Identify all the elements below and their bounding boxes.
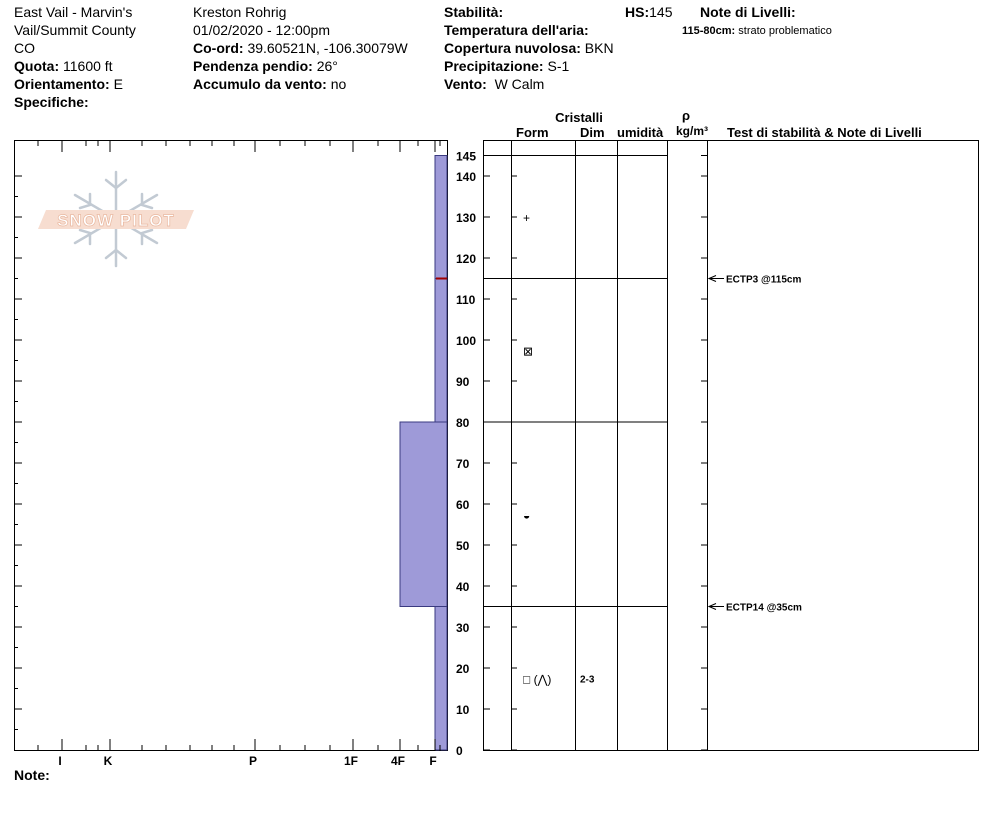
depth-label-60: 60: [456, 498, 470, 512]
grain-form-3: □ (⋀): [523, 672, 552, 687]
pendenza-label: Pendenza pendio:: [193, 58, 313, 74]
form-heading: Form: [516, 125, 549, 140]
accumulo-value: no: [330, 76, 347, 92]
grain-size-3: 2-3: [580, 674, 595, 686]
hscale-label-1F: 1F: [343, 754, 359, 768]
depth-label-100: 100: [456, 334, 477, 348]
stability-tests: [709, 275, 802, 614]
hscale-label-F: F: [429, 754, 437, 768]
orientation-value: E: [113, 76, 123, 92]
quota-label: Quota:: [14, 58, 60, 74]
orientation-label: Orientamento:: [14, 76, 110, 92]
accumulo-label: Accumulo da vento:: [193, 76, 327, 92]
depth-label-145: 145: [456, 149, 477, 164]
hardness-layers: [400, 156, 447, 751]
grain-form-1: ⊠: [523, 344, 534, 359]
vento-value: W Calm: [494, 76, 545, 92]
snowpilot-logo: [38, 172, 194, 266]
depth-label-50: 50: [456, 539, 470, 553]
hscale-label-I: I: [58, 754, 62, 768]
note-livelli-text: strato problematico: [738, 25, 832, 37]
precip-value: S-1: [547, 58, 570, 74]
hardness-scale-ticks: [38, 141, 440, 769]
quota-value: 11600 ft: [63, 58, 113, 74]
vento-label: Vento:: [444, 76, 487, 92]
location-line2: Vail/Summit County: [14, 22, 136, 38]
cristalli-heading: Cristalli: [555, 110, 603, 125]
copertura-label: Copertura nuvolosa:: [444, 40, 581, 56]
logo-text: SNOW PILOT: [57, 211, 175, 230]
depth-label-140: 140: [456, 170, 477, 184]
test-label-0: ECTP3 @115cm: [726, 274, 802, 286]
grain-forms: [523, 211, 595, 686]
hs-value: 145: [649, 4, 673, 20]
depth-label-110: 110: [456, 293, 476, 307]
hardness-depth-ticks: [15, 176, 23, 730]
depth-label-20: 20: [456, 662, 470, 676]
hardness-bar-2: [400, 422, 447, 607]
specifiche-label: Specifiche:: [14, 94, 89, 110]
test-label-1: ECTP14 @35cm: [726, 602, 802, 614]
grain-form-2: ◒: [523, 508, 531, 523]
depth-label-80: 80: [456, 416, 470, 430]
density-heading: kg/m³: [675, 124, 708, 138]
layers-frame: [484, 141, 979, 751]
hscale-label-K: K: [103, 754, 113, 768]
depth-label-120: 120: [456, 252, 477, 266]
observation-datetime: 01/02/2020 - 12:00pm: [193, 22, 330, 38]
depth-label-130: 130: [456, 211, 477, 225]
depth-label-10: 10: [456, 703, 470, 717]
hardness-bar-0: [435, 156, 447, 279]
note-livelli-label: Note di Livelli:: [700, 4, 796, 20]
stabilita-label: Stabilità:: [444, 4, 504, 20]
location-line1: East Vail - Marvin's: [14, 4, 133, 20]
dim-heading: Dim: [580, 125, 605, 140]
note-label: Note:: [14, 767, 50, 783]
umidita-heading: umidità: [617, 125, 664, 140]
depth-axis: [456, 150, 708, 759]
location-line3: CO: [14, 40, 35, 56]
pendenza-value: 26°: [316, 58, 338, 74]
coord-label: Co-ord:: [193, 40, 244, 56]
coord-value: 39.60521N, -106.30079W: [247, 40, 408, 56]
rho-heading: ρ: [681, 108, 691, 123]
depth-label-40: 40: [456, 580, 470, 594]
copertura-value: BKN: [584, 40, 614, 56]
hardness-bar-1: [435, 279, 447, 423]
temp-label: Temperatura dell'aria:: [444, 22, 589, 38]
hscale-label-4F: 4F: [390, 754, 406, 768]
depth-label-70: 70: [456, 457, 470, 471]
hscale-label-P: P: [248, 754, 258, 768]
hardness-frame: [15, 141, 448, 751]
observer-name: Kreston Rohrig: [193, 4, 287, 20]
hardness-bar-3: [435, 607, 447, 751]
grain-form-0: +: [523, 211, 531, 225]
depth-label-0: 0: [456, 744, 463, 758]
precip-label: Precipitazione:: [444, 58, 544, 74]
depth-label-90: 90: [456, 375, 470, 389]
hs-label: HS:: [625, 4, 650, 20]
depth-label-30: 30: [456, 621, 470, 635]
test-notes-heading: Test di stabilità & Note di Livelli: [727, 125, 922, 140]
note-livelli-range: 115-80cm:: [682, 25, 736, 37]
